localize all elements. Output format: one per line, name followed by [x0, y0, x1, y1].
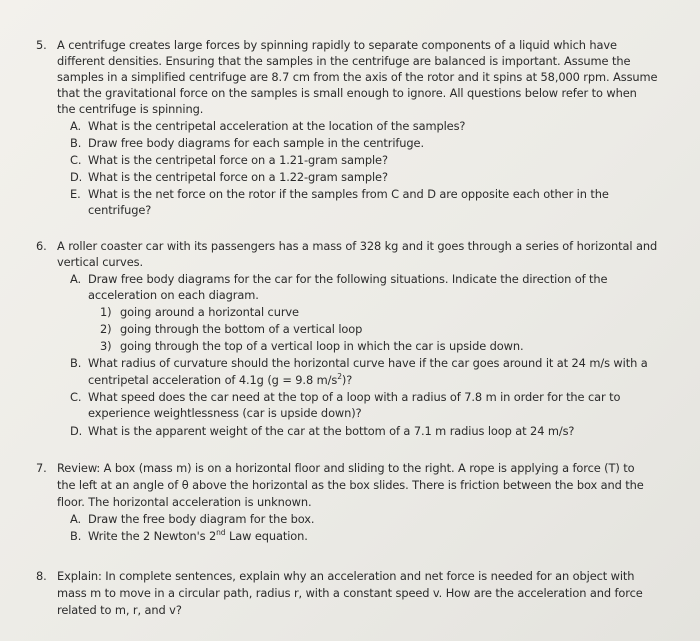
- subitem-number: 3): [100, 339, 112, 353]
- problem-number: 5.: [36, 38, 47, 52]
- part-text: centripetal acceleration of 4.1g (g = 9.8 $m/s^2$)?: [88, 372, 353, 387]
- problem-text-line: Review: A box (mass m) is on a horizontal floor and sliding to the right. A rope is applying a force (T) to: [57, 461, 635, 475]
- part-text: Draw free body diagrams for each sample in the centrifuge.: [88, 136, 424, 150]
- problem-text-line: Explain: In complete sentences, explain why an acceleration and net force is needed for an object with: [57, 569, 635, 583]
- part-text: What is the net force on the rotor if the samples from C and D are opposite each other in the: [88, 187, 609, 201]
- part-letter: E.: [70, 187, 81, 201]
- part-letter: A.: [70, 512, 82, 526]
- part-text: What is the centripetal force on a 1.21-gram sample?: [88, 153, 388, 167]
- problem-text-line: the centrifuge is spinning.: [57, 102, 204, 116]
- part-text: What is the centripetal acceleration at the location of the samples?: [88, 119, 466, 133]
- part-text: Draw the free body diagram for the box.: [88, 512, 315, 526]
- part-letter: D.: [70, 424, 83, 438]
- problem-text-line: A roller coaster car with its passengers has a mass of 328 kg and it goes through a series of horizontal and: [57, 239, 658, 253]
- part-text: Write the 2 Newton's 2nd Law equation.: [88, 528, 308, 543]
- problem-text-line: different densities. Ensuring that the samples in the centrifuge are balanced is important. Assume the: [57, 54, 631, 68]
- problem-text-line: mass m to move in a circular path, radius r, with a constant speed v. How are the acceleration and force: [57, 586, 643, 600]
- part-letter: A.: [70, 272, 82, 286]
- part-text: centrifuge?: [88, 203, 152, 217]
- problem-number: 7.: [36, 461, 47, 475]
- part-text: What radius of curvature should the horizontal curve have if the car goes around it at 24 m/s with a: [88, 356, 648, 370]
- part-letter: A.: [70, 119, 82, 133]
- subitem-text: going through the top of a vertical loop in which the car is upside down.: [120, 339, 524, 353]
- subitem-number: 1): [100, 305, 112, 319]
- problem-text-line: samples in a simplified centrifuge are 8.7 cm from the axis of the rotor and it spins at 58,000 rpm. Assume: [57, 70, 658, 84]
- part-letter: C.: [70, 153, 82, 167]
- subitem-text: going through the bottom of a vertical loop: [120, 322, 363, 336]
- part-text: experience weightlessness (car is upside down)?: [88, 406, 362, 420]
- problem-number: 6.: [36, 239, 47, 253]
- part-text: What is the centripetal force on a 1.22-gram sample?: [88, 170, 388, 184]
- part-text: acceleration on each diagram.: [88, 288, 259, 302]
- subitem-text: going around a horizontal curve: [120, 305, 299, 319]
- problem-text-line: floor. The horizontal acceleration is unknown.: [57, 495, 312, 509]
- problem-text-line: vertical curves.: [57, 255, 143, 269]
- part-letter: B.: [70, 356, 82, 370]
- problem-text-line: related to m, r, and v?: [57, 603, 182, 617]
- problem-number: 8.: [36, 569, 47, 583]
- part-text: What speed does the car need at the top of a loop with a radius of 7.8 m in order for the car to: [88, 390, 621, 404]
- part-letter: C.: [70, 390, 82, 404]
- part-letter: D.: [70, 170, 83, 184]
- part-text: Draw free body diagrams for the car for the following situations. Indicate the direction of the: [88, 272, 608, 286]
- problem-text-line: A centrifuge creates large forces by spinning rapidly to separate components of a liquid which have: [57, 38, 617, 52]
- part-letter: B.: [70, 136, 82, 150]
- subitem-number: 2): [100, 322, 112, 336]
- problem-text-line: the left at an angle of θ above the horizontal as the box slides. There is friction between the box and the: [57, 478, 644, 492]
- problem-text-line: that the gravitational force on the samples is small enough to ignore. All questions below refer to when: [57, 86, 637, 100]
- part-text: What is the apparent weight of the car at the bottom of a 7.1 m radius loop at 24 m/s?: [88, 424, 575, 438]
- part-letter: B.: [70, 529, 82, 543]
